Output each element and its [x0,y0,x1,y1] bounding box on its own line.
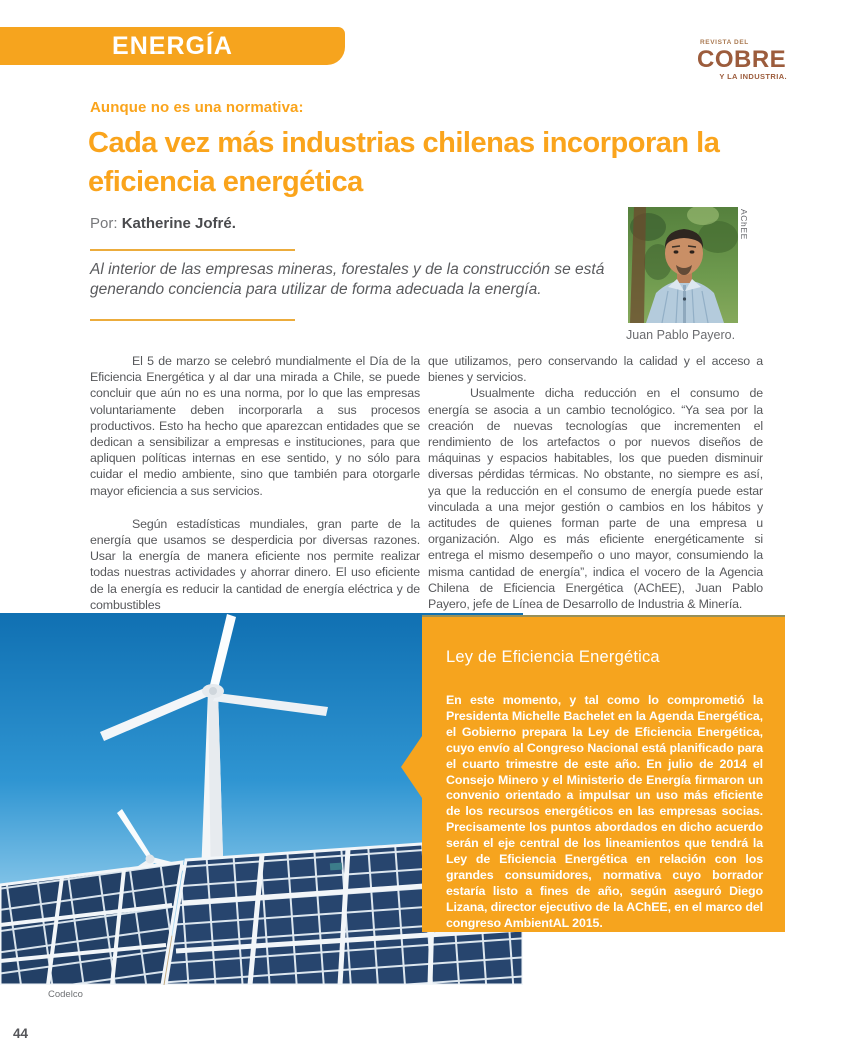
sidebar-body: En este momento, y tal como lo comprometió la Presidenta Michelle Bachelet en la Agenda Energética, el Gobierno prepara la Ley de Eficiencia Energética, cuyo envío al Congreso Nacional está planificado para el cuarto trimestre de este año. En julio de 2014 el Consejo Minero y el Ministerio de Energía firmaron un convenio orientado a impulsar un uso más eficiente de los recursos energéticos en las empresas socias. Precisamente los puntos abordados en dicho acuerdo serán el eje central de los lineamientos que tendrá la Ley de Eficiencia Energética en relación con los grandes consumidores, normativa cuyo borrador estaría listo a fines de año, según aseguró Diego Lizana, director ejecutivo de la AChEE, en el marco del congreso AmbientAL 2015. [446,693,763,930]
logo-cobre: COBRE [697,45,787,73]
page-number: 44 [13,1026,29,1041]
portrait-caption: Juan Pablo Payero. [626,328,736,342]
section-title: ENERGÍA [112,31,233,60]
article-headline: Cada vez más industrias chilenas incorporan la eficiencia energética [88,127,720,198]
sidebar-title: Ley de Eficiencia Energética [446,648,660,666]
paragraph: Usualmente dicha reducción en el consumo de energía se asocia a un cambio tecnológico. “Ya sea por la creación de nuevas tecnologías que incrementen el rendimiento de los artefactos o por nuevos diseños de máquinas y espacios habitables, los que pueden disminuir diversas pérdidas térmicas. No obstante, no siempre es así, ya que la reducción en el consumo de energía puede estar vinculada a una mejor gestión o cambios en los hábitos y actitudes de quienes forman parte de una empresa u organización. Algo es más eficiente energéticamente si entrega el mismo desempeño o uno mayor, consumiendo la misma cantidad de energía”, indica el vocero de la Agencia Chilena de Eficiencia Energética (AChEE), Juan Pablo Payero, jefe de Línea de Desarrollo de Industria & Minería. [428,386,763,612]
sidebar-box [422,615,785,932]
divider-rule-bottom [90,319,295,321]
paragraph: El 5 de marzo se celebró mundialmente el Día de la Eficiencia Energética y al dar una mirada a Chile, se puede concluir que aún no es una norma, por lo que las empresas voluntariamente deben incorporarla a sus procesos productivos. Esto ha hecho que aparezcan entidades que se dedican a sensibilizar a empresas e instituciones, para que apliquen políticas internas en ese sentido, y no sólo para cuidar el medio ambiente, sino que también para otorgarle mayor eficiencia a sus servicios. [90,354,420,498]
byline-author: Katherine Jofré. [121,215,236,232]
paragraph: Según estadísticas mundiales, gran parte de la energía que usamos se desperdicia por diversas razones. Usar la energía de manera eficiente nos permite realizar todas nuestras actividades y ahorrar dinero. El uso eficiente de la energía es reducir la cantidad de energía eléctrica y de combustibles [90,516,420,612]
logo-y-la-industria: Y LA INDUSTRIA. [719,71,787,81]
portrait-photo-credit: AChEE [739,209,749,240]
section-header-bar [0,27,345,65]
portrait-photo [628,207,738,323]
article-lede: Al interior de las empresas mineras, forestales y de la construcción se está generando conciencia para utilizar de forma adecuada la energía. [90,261,605,298]
paragraph: que utilizamos, pero conservando la calidad y el acceso a bienes y servicios. [428,354,763,385]
body-column-left [90,353,420,613]
magazine-logo [697,40,787,80]
sidebar-arrow-left-icon [401,736,422,798]
article-kicker: Aunque no es una normativa: [90,99,304,116]
byline-prefix: Por: [90,215,118,232]
article-byline [90,215,236,232]
portrait-illustration [628,207,738,323]
divider-rule-top [90,249,295,251]
body-column-right [428,353,763,612]
hero-photo-credit: Codelco [48,989,83,1000]
logo-revista-del: REVISTA DEL [700,39,749,46]
